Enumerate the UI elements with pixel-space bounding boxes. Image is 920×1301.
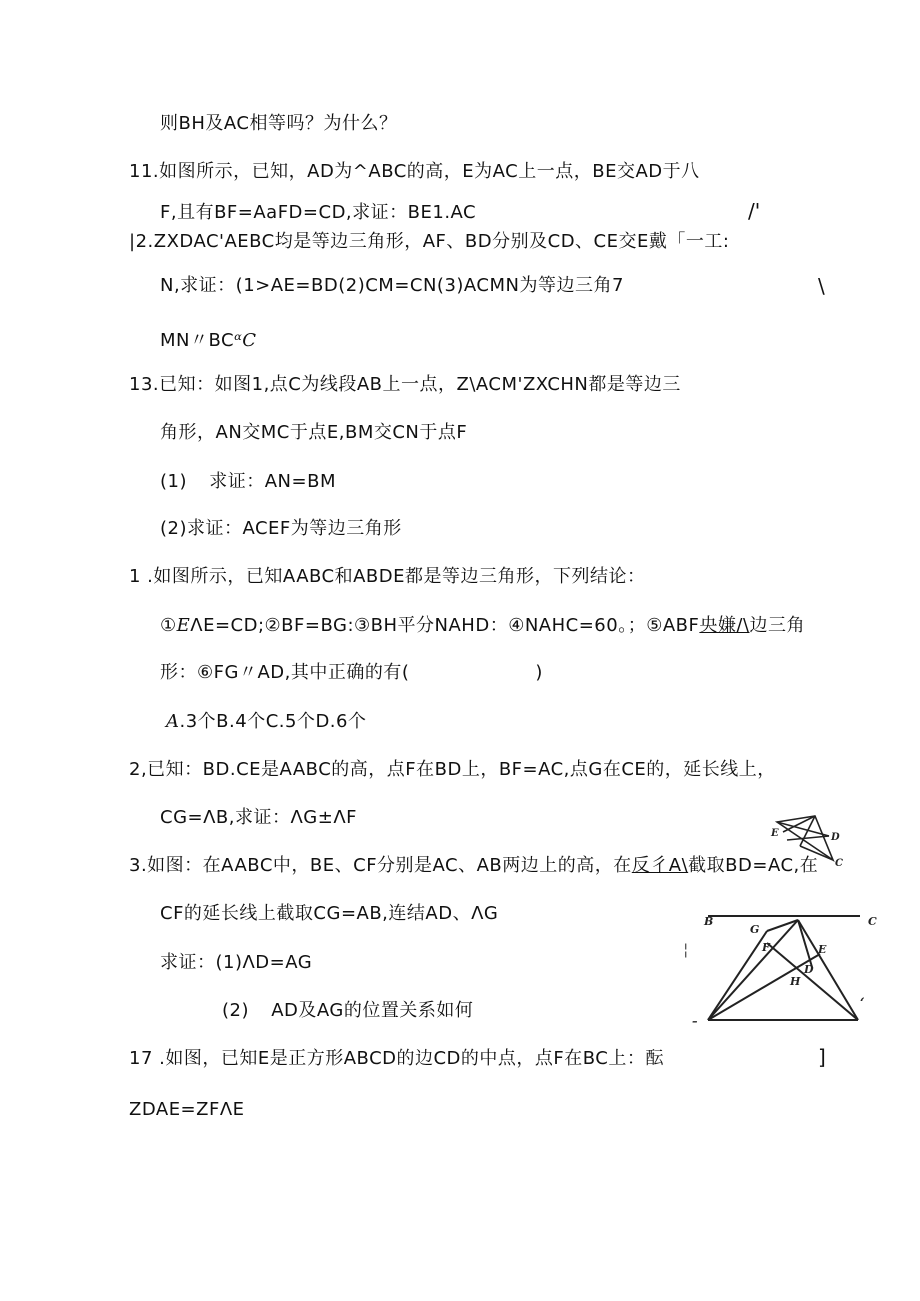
problem-12-line-2: N,求证：(1>AE=BD(2)CM=CN(3)ACMN为等边三角7 [160,275,624,296]
problem-17-line-1: 17 .如图，已知E是正方形ABCD的边CD的中点，点F在BC上：酝 [129,1048,664,1069]
problem-12-line-1: |2.ZXDAC'AEBC均是等边三角形，AF、BD分别及CD、CE交E戴「一工: [129,231,730,252]
problem-1-line-3 [160,664,543,682]
problem-12-garbled-c: ᵅC [234,330,257,351]
figure-small-triangle [745,800,845,870]
problem-12-line-3 [160,332,257,350]
large-label-e: E [818,943,827,956]
problem-17-line-2: ZDAE=ZFΛE [129,1099,245,1120]
large-label-h: H [790,975,801,988]
problem-2-line-1: 2,已知：BD.CE是AABC的高，点F在BD上，BF=AC,点G在CE的，延长线上， [129,759,776,780]
underlined-garble: 央嫌/\ [699,615,750,636]
part-2-number: (2) [222,1000,249,1021]
problem-3-line-2: CF的延长线上截取CG=AB,连结AD、ΛG [160,903,499,924]
large-label-d: D [804,963,814,976]
problem-11-line-2: F,且有BF=AaFD=CD,求证：BE1.AC [160,202,477,223]
figure-large-triangle [690,895,890,1040]
problem-3-part-1: 求证：(1)ΛD=AG [160,952,313,973]
small-label-c: C [835,858,843,869]
problem-3-line-1 [129,857,818,875]
problem-11-line-1: 11.如图所示，已知，AD为^ABC的高，E为AC上一点，BE交AD于八 [129,161,700,182]
conclusions-text: ΛE=CD;②BF=BG:③BH平分NAHD：④NAHC=60。；⑤ABF [190,615,700,636]
stray-mark-bracket: ] [818,1045,826,1069]
large-label-b: B [704,915,714,928]
large-label-c: C [868,915,877,928]
large-label-f: F [762,941,770,954]
part-2-text: AD及AG的位置关系如何 [271,1000,474,1021]
problem-1-options [166,713,366,731]
problem-12-mn-parallel: MN〃BC [160,330,235,351]
problem-13-line-1: 13.已知：如图1,点C为线段AB上一点，Z\ACM'ZXCHN都是等边三 [129,374,681,395]
small-label-e: E [771,828,779,839]
large-label-g: G [750,923,760,936]
part-1-number: (1) [160,471,187,492]
stray-mark-slash: /' [748,199,761,223]
circle-1: ① [160,615,177,636]
large-label-quote: ‘ [860,996,865,1011]
problem-3-part-2 [222,1002,473,1020]
problem-1-line-1: 1 .如图所示，已知AABC和ABDE都是等边三角形，下列结论： [129,566,646,587]
line-bh-ac-question: 则BH及AC相等吗？为什么？ [160,113,398,134]
problem-2-line-2: CG=ΛB,求证：ΛG±ΛF [160,807,357,828]
stray-mark-left-of-figure: ¦ [683,940,689,959]
conclusions-tail: 边三角 [749,615,806,636]
small-label-d: D [831,832,840,843]
problem-3-underlined: 反彳A\ [631,855,689,876]
italic-e: E [176,615,191,636]
option-a-letter: A [166,711,180,732]
problem-13-part-2: (2)求证：ACEF为等边三角形 [160,518,402,539]
problem-13-line-2: 角形，AN交MC于点E,BM交CN于点F [160,422,468,443]
problem-3-tail: 截取BD=AC,在 [688,855,819,876]
large-label-dash: – [692,1015,698,1028]
problem-3-stem: 3.如图：在AABC中，BE、CF分别是AC、AB两边上的高，在 [129,855,632,876]
question-stem: 形：⑥FG〃AD,其中正确的有( [160,662,410,683]
stray-mark-backslash: \ [818,274,825,298]
part-1-text: 求证：AN=BM [209,471,336,492]
problem-1-conclusions [160,617,805,635]
options-text: .3个B.4个C.5个D.6个 [179,711,367,732]
close-paren: ) [535,662,543,683]
problem-13-part-1 [160,473,336,491]
